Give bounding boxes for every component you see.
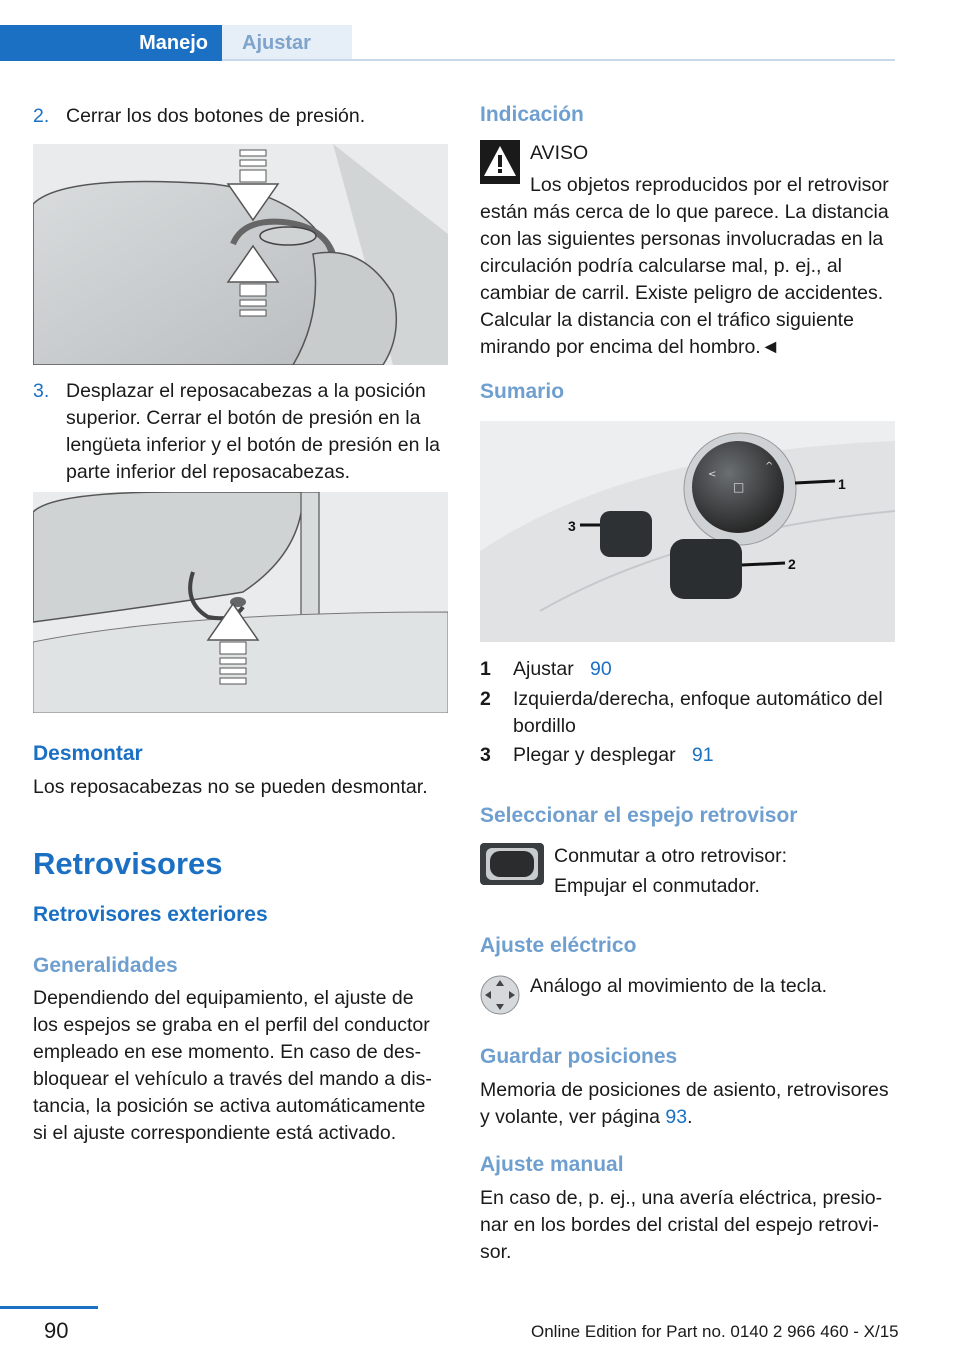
footer-rule — [0, 1306, 98, 1309]
legend-item — [480, 656, 896, 684]
heading-retrovisores: Retrovisores — [33, 846, 223, 881]
page-link-93[interactable]: 93 — [665, 1106, 688, 1128]
legend-item — [480, 686, 896, 742]
legend-number: 2 — [480, 688, 491, 710]
step-number: 3. — [33, 380, 50, 402]
callout-2: 2 — [788, 556, 796, 572]
guardar-text — [480, 1077, 892, 1131]
legend-item — [480, 742, 896, 770]
step-text: Desplazar el reposacabezas a la posición superior. Cerrar el botón de presión en la lengüeta inferior y el botón de presión en la parte inferior del reposacabezas. — [66, 380, 441, 483]
page-link-91[interactable]: 91 — [691, 744, 714, 766]
heading-ajuste-manual: Ajuste manual — [480, 1153, 624, 1176]
seleccionar-line-2: Empujar el conmutador. — [554, 875, 760, 897]
direction-pad-icon — [480, 973, 520, 1017]
headrest-figure-lower — [33, 492, 448, 713]
svg-text:^: ^ — [765, 461, 774, 472]
desmontar-text: Los reposacabezas no se pueden desmontar. — [33, 776, 428, 798]
heading-ajuste-electrico: Ajuste eléctrico — [480, 934, 637, 957]
edition-text: Online Edition for Part no. 0140 2 966 460 - X/15 — [531, 1322, 899, 1341]
aviso-text: Los objetos reproducidos por el retrovisor están más cerca de lo que parece. La distancia con las siguientes personas involucradas en la circulación podría calcularse mal, p. ej., al cambiar de carril. Existe peligro de accidentes. Calcular la distancia con el tráfico siguiente mirando por encima del hombro.◄ — [480, 174, 889, 358]
guardar-text-main: Memoria de posiciones de asiento, retrovisores y volante, ver página — [480, 1079, 889, 1128]
callout-1: 1 — [838, 476, 846, 492]
heading-seleccionar-espejo: Seleccionar el espejo retrovisor — [480, 804, 798, 827]
tab-underline — [222, 59, 895, 61]
heading-guardar-posiciones: Guardar posiciones — [480, 1045, 678, 1068]
legend-text: Izquierda/derecha, enfoque automático del bordillo — [513, 688, 883, 737]
legend-number: 3 — [480, 744, 491, 766]
aviso-label: AVISO — [530, 142, 589, 164]
legend-text: Plegar y desplegar — [513, 744, 676, 766]
step-3 — [33, 378, 453, 488]
step-text: Cerrar los dos botones de presión. — [66, 105, 366, 127]
page-link-90[interactable]: 90 — [589, 658, 612, 680]
callout-3: 3 — [568, 518, 576, 534]
step-2 — [33, 103, 448, 131]
mirror-controls-figure — [480, 421, 895, 642]
step-number: 2. — [33, 105, 50, 127]
svg-text:<: < — [708, 469, 717, 480]
page-number: 90 — [44, 1318, 69, 1343]
svg-text:□: □ — [733, 480, 745, 494]
mirror-switch-icon — [480, 843, 544, 885]
legend-number: 1 — [480, 658, 491, 680]
heading-indicacion: Indicación — [480, 103, 584, 126]
headrest-figure-buttons — [33, 144, 448, 365]
legend-text: Ajustar — [513, 658, 574, 680]
heading-retrovisores-exteriores: Retrovisores exteriores — [33, 903, 268, 926]
tab-ajustar[interactable]: Ajustar — [222, 25, 352, 61]
ajuste-electrico-text: Análogo al movimiento de la tecla. — [530, 975, 828, 997]
heading-desmontar: Desmontar — [33, 742, 143, 765]
generalidades-text: Dependiendo del equipamiento, el ajuste de los espejos se graba en el perfil del conductor empleado en ese momento. En caso de desbloquear el vehículo a través del mando a distancia, la posición se activa automáticamente si el ajuste correspondiente está activado. — [33, 987, 432, 1144]
heading-generalidades: Generalidades — [33, 954, 178, 977]
guardar-text-end: . — [687, 1106, 693, 1128]
ajuste-manual-text: En caso de, p. ej., una avería eléctrica, presionar en los bordes del cristal del espejo retrovisor. — [480, 1187, 883, 1263]
heading-sumario: Sumario — [480, 380, 565, 403]
chapter-tabs — [0, 25, 895, 61]
seleccionar-line-1: Conmutar a otro retrovisor: — [554, 845, 788, 867]
tab-manejo[interactable]: Manejo — [0, 25, 222, 61]
